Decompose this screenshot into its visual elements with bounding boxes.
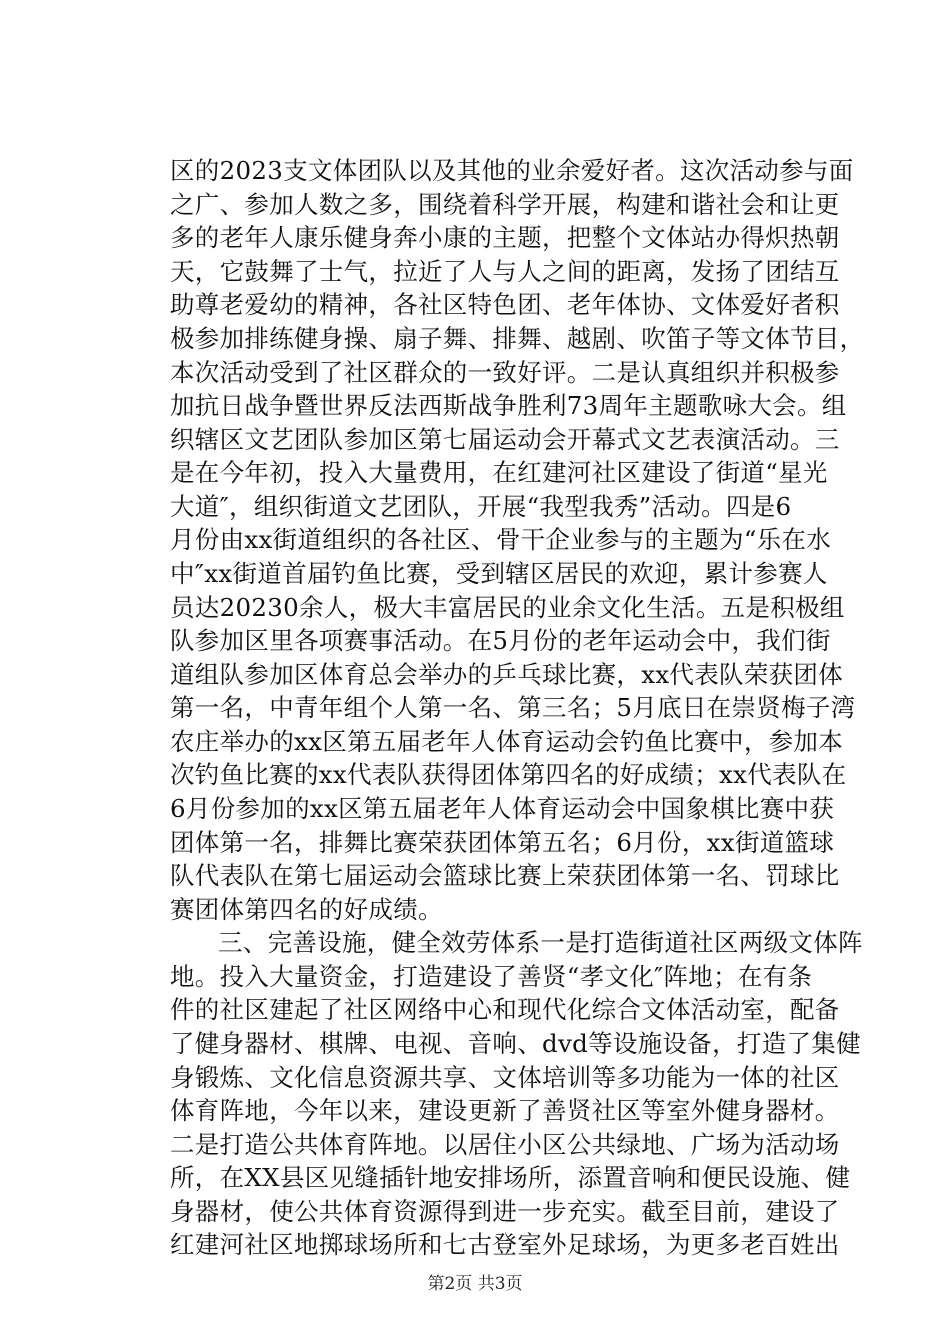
text-line: 员达20230余人，极大丰富居民的业余文化生活。五是积极组: [170, 592, 845, 622]
text-line: 大道″，组织街道文艺团队，开展“我型我秀”活动。四是6: [170, 491, 792, 521]
text-line: 天，它鼓舞了士气，拉近了人与人之间的距离，发扬了团结互: [170, 256, 840, 286]
text-line: 加抗日战争暨世界反法西斯战争胜利73周年主题歌咏大会。组: [170, 391, 847, 420]
text-line: 身器材，使公共体育资源得到进一步充实。截至目前，建设了: [170, 1196, 840, 1226]
text-line: 农庄举办的xx区第五届老年人体育运动会钓鱼比赛中，参加本: [170, 726, 844, 756]
text-line: 区的2023支文体团队以及其他的业余爱好者。这次活动参与面: [170, 156, 854, 185]
text-line: 织辖区文艺团队参加区第七届运动会开幕式文艺表演活动。三: [170, 424, 840, 454]
text-line: 二是打造公共体育阵地。以居住小区公共绿地、广场为活动场: [170, 1129, 840, 1159]
section-heading-line: 三、完善设施，健全效劳体系一是打造街道社区两级文体阵: [218, 928, 863, 958]
text-line: 本次活动受到了社区群众的一致好评。二是认真组织并积极参: [170, 357, 840, 387]
text-line: 队代表队在第七届运动会篮球比赛上荣获团体第一名、罚球比: [170, 861, 840, 891]
text-line: 了健身器材、棋牌、电视、音响、dvd等设施设备，打造了集健: [170, 1029, 861, 1058]
text-line: 极参加排练健身操、扇子舞、排舞、越剧、吹笛子等文体节目，: [170, 323, 865, 353]
text-line: 道组队参加区体育总会举办的乒乓球比赛，xx代表队荣获团体: [170, 659, 844, 689]
text-line: 6月份参加的xx区第五届老年人体育运动会中国象棋比赛中获: [170, 793, 835, 823]
text-line: 中″xx街道首届钓鱼比赛，受到辖区居民的欢迎，累计参赛人: [170, 558, 828, 588]
page-number-footer: 第2页 共3页: [427, 1274, 523, 1294]
text-line: 队参加区里各项赛事活动。在5月份的老年运动会中，我们街: [170, 626, 831, 656]
text-line: 第一名，中青年组个人第一名、第三名；5月底日在崇贤梅子湾: [170, 693, 856, 723]
text-line: 件的社区建起了社区网络中心和现代化综合文体活动室，配备: [170, 995, 840, 1025]
text-line: 所，在XX县区见缝插针地安排场所，添置音响和便民设施、健: [170, 1163, 851, 1193]
text-line: 之广、参加人数之多，围绕着科学开展，构建和谐社会和让更: [170, 189, 840, 219]
text-line: 月份由xx街道组织的各社区、骨干企业参与的主题为“乐在水: [170, 525, 832, 555]
text-line: 体育阵地，今年以来，建设更新了善贤社区等室外健身器材。: [170, 1096, 840, 1126]
text-line: 助尊老爱幼的精神，各社区特色团、老年体协、文体爱好者积: [170, 290, 840, 320]
text-line: 赛团体第四名的好成绩。: [170, 894, 443, 924]
text-line: 团体第一名，排舞比赛荣获团体第五名；6月份，xx街道篮球: [170, 827, 835, 857]
text-line: 是在今年初，投入大量费用，在红建河社区建设了街道“星光: [170, 458, 828, 488]
text-line: 红建河社区地掷球场所和七古登室外足球场，为更多老百姓出: [170, 1230, 840, 1260]
text-line: 地。投入大量资金，打造建设了善贤“孝文化″阵地；在有条: [170, 961, 813, 991]
text-line: 身锻炼、文化信息资源共享、文体培训等多功能为一体的社区: [170, 1062, 840, 1092]
text-line: 多的老年人康乐健身奔小康的主题，把整个文体站办得炽热朝: [170, 223, 840, 253]
text-line: 次钓鱼比赛的xx代表队获得团体第四名的好成绩；xx代表队在: [170, 760, 847, 790]
